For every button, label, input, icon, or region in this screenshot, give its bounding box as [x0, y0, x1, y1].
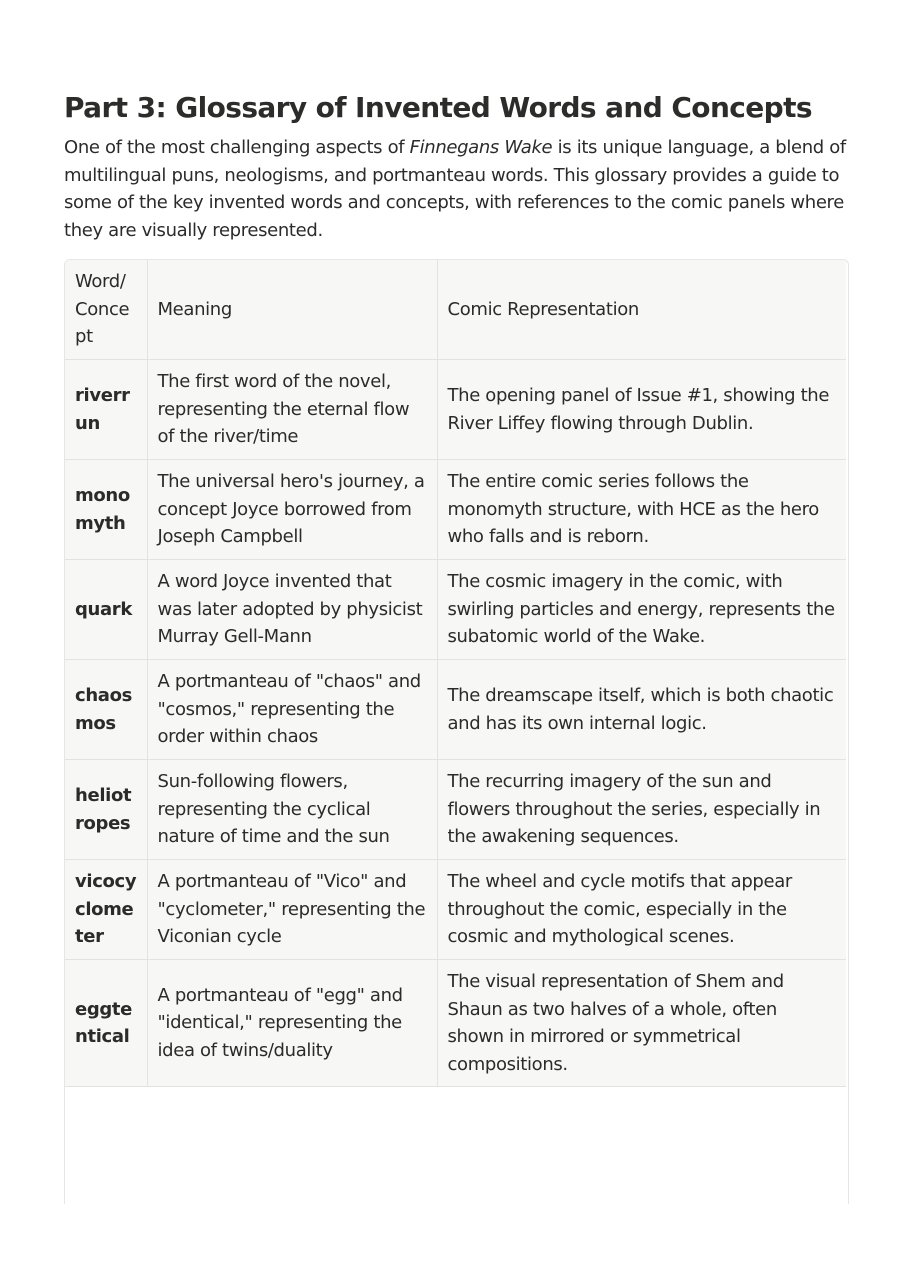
row-meaning: The universal hero's journey, a concept Joyce borrowed from Joseph Campbell	[147, 460, 437, 560]
row-comic-representation: The wheel and cycle motifs that appear throughout the comic, especially in the cosmic and mythological scenes.	[437, 860, 846, 960]
section-heading: Part 3: Glossary of Invented Words and Concepts	[64, 91, 812, 124]
row-meaning: The first word of the novel, representing the eternal flow of the river/time	[147, 360, 437, 460]
header-meaning: Meaning	[147, 260, 437, 360]
intro-paragraph	[64, 134, 847, 244]
row-meaning: A word Joyce invented that was later adopted by physicist Murray Gell-Mann	[147, 560, 437, 660]
table-row	[65, 460, 846, 560]
header-word-concept: Word/Concept	[65, 260, 147, 360]
row-meaning: A portmanteau of "egg" and "identical," representing the idea of twins/duality	[147, 960, 437, 1087]
row-word: vicocyclometer	[65, 860, 147, 960]
row-meaning: Sun-following flowers, representing the cyclical nature of time and the sun	[147, 760, 437, 860]
table-row	[65, 760, 846, 860]
table-row	[65, 960, 846, 1087]
document-page	[64, 88, 847, 1075]
row-meaning: A portmanteau of "chaos" and "cosmos," representing the order within chaos	[147, 660, 437, 760]
row-meaning: A portmanteau of "Vico" and "cyclometer," representing the Viconian cycle	[147, 860, 437, 960]
row-comic-representation: The recurring imagery of the sun and flowers throughout the series, especially in the awakening sequences.	[437, 760, 846, 860]
intro-book-title: Finnegans Wake	[409, 137, 553, 158]
row-word: monomyth	[65, 460, 147, 560]
row-comic-representation: The entire comic series follows the monomyth structure, with HCE as the hero who falls and is reborn.	[437, 460, 846, 560]
row-comic-representation: The cosmic imagery in the comic, with swirling particles and energy, represents the subatomic world of the Wake.	[437, 560, 846, 660]
glossary-table-container	[64, 259, 849, 1204]
row-word: riverrun	[65, 360, 147, 460]
table-row	[65, 560, 846, 660]
intro-text-before: One of the most challenging aspects of	[64, 137, 410, 158]
row-comic-representation: The visual representation of Shem and Shaun as two halves of a whole, often shown in mirrored or symmetrical compositions.	[437, 960, 846, 1087]
row-word: quark	[65, 560, 147, 660]
table-row	[65, 860, 846, 960]
row-word: chaosmos	[65, 660, 147, 760]
table-header-row	[65, 260, 846, 360]
row-word: heliotropes	[65, 760, 147, 860]
row-comic-representation: The dreamscape itself, which is both chaotic and has its own internal logic.	[437, 660, 846, 760]
row-word: eggtentical	[65, 960, 147, 1087]
row-comic-representation: The opening panel of Issue #1, showing the River Liffey flowing through Dublin.	[437, 360, 846, 460]
table-row	[65, 360, 846, 460]
table-row	[65, 660, 846, 760]
intro-text-after: is its unique language, a blend of multilingual puns, neologisms, and portmanteau words. This glossary provides a guide to some of the key invented words and concepts, with references to the comic panels where they are visually represented.	[64, 137, 846, 241]
header-comic-representation: Comic Representation	[437, 260, 846, 360]
glossary-table	[65, 260, 846, 1087]
